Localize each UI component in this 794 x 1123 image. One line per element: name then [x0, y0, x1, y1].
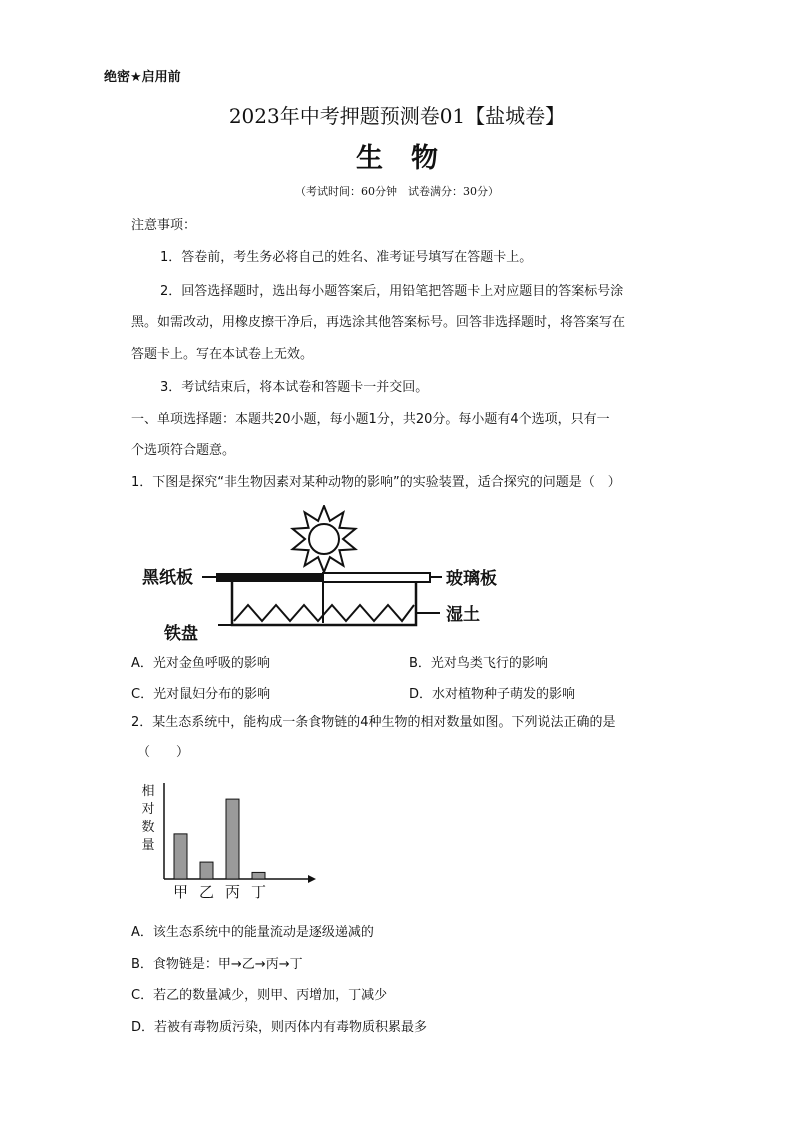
bar-3: [226, 799, 239, 879]
label-black-board: 黑纸板: [142, 568, 193, 588]
notice-item-2-line-1: 2．回答选择题时，选出每小题答案后，用铅笔把答题卡上对应题目的答案标号涂: [160, 284, 624, 299]
x-tick-label-4: 丁: [250, 883, 267, 901]
question-1-option-d[interactable]: D．水对植物种子萌发的影响: [409, 687, 576, 702]
question-2-option-b[interactable]: B．食物链是：甲→乙→丙→丁: [131, 957, 303, 972]
label-iron-tray: 铁盘: [164, 624, 198, 644]
x-axis-arrow-icon: [308, 875, 316, 883]
label-glass-board: 玻璃板: [446, 569, 497, 589]
question-1-option-c[interactable]: C．光对鼠妇分布的影响: [131, 687, 271, 702]
question-2-option-a[interactable]: A．该生态系统中的能量流动是逐级递减的: [131, 925, 374, 940]
section-1-instructions: 一、单项选择题：本题共20小题，每小题1分，共20分。每小题有4个选项，只有一: [131, 412, 610, 427]
question-1-option-a[interactable]: A．光对金鱼呼吸的影响: [131, 656, 270, 671]
population-bar-chart: [136, 775, 326, 905]
sun-icon: [293, 506, 356, 572]
notice-item-2-line-3: 答题卡上。写在本试卷上无效。: [131, 347, 314, 362]
notice-item-1: 1．答卷前，考生务必将自己的姓名、准考证号填写在答题卡上。: [160, 250, 533, 265]
bar-2: [200, 862, 213, 879]
notice-heading: 注意事项：: [131, 218, 197, 233]
glass-board-shape: [323, 573, 430, 582]
x-tick-label-3: 丙: [224, 883, 241, 901]
x-tick-label-1: 甲: [172, 883, 189, 901]
notice-item-2-line-2: 黑。如需改动，用橡皮擦干净后，再选涂其他答案标号。回答非选择题时，将答案写在: [131, 315, 626, 330]
y-axis-label: [141, 783, 154, 853]
svg-text:相对数量: 相对数量: [141, 784, 155, 853]
subject-title: 生物: [356, 143, 466, 174]
bar-4: [252, 872, 265, 879]
notice-item-3: 3．考试结束后，将本试卷和答题卡一并交回。: [160, 380, 429, 395]
section-1-instructions-cont: 个选项符合题意。: [131, 443, 236, 458]
question-2-stem-paren: （ ）: [137, 745, 190, 760]
experiment-apparatus-figure: [140, 505, 530, 645]
black-board-shape: [216, 573, 322, 582]
confidential-label: 绝密★启用前: [104, 70, 181, 85]
question-2-option-c[interactable]: C．若乙的数量减少，则甲、丙增加，丁减少: [131, 988, 388, 1003]
label-wet-soil: 湿土: [446, 605, 480, 625]
x-tick-label-2: 乙: [198, 883, 215, 901]
question-2-option-d[interactable]: D．若被有毒物质污染，则丙体内有毒物质积累最多: [131, 1020, 428, 1035]
question-1-stem: 1．下图是探究“非生物因素对某种动物的影响”的实验装置，适合探究的问题是（ ）: [131, 475, 621, 490]
exam-title: 2023年中考押题预测卷01【盐城卷】: [228, 104, 566, 128]
question-2-stem: 2．某生态系统中，能构成一条食物链的4种生物的相对数量如图。下列说法正确的是: [131, 715, 616, 730]
exam-time-score: （考试时间：60分钟 试卷满分：30分）: [295, 185, 499, 198]
bar-1: [174, 834, 187, 879]
question-1-option-b[interactable]: B．光对鸟类飞行的影响: [409, 656, 548, 671]
